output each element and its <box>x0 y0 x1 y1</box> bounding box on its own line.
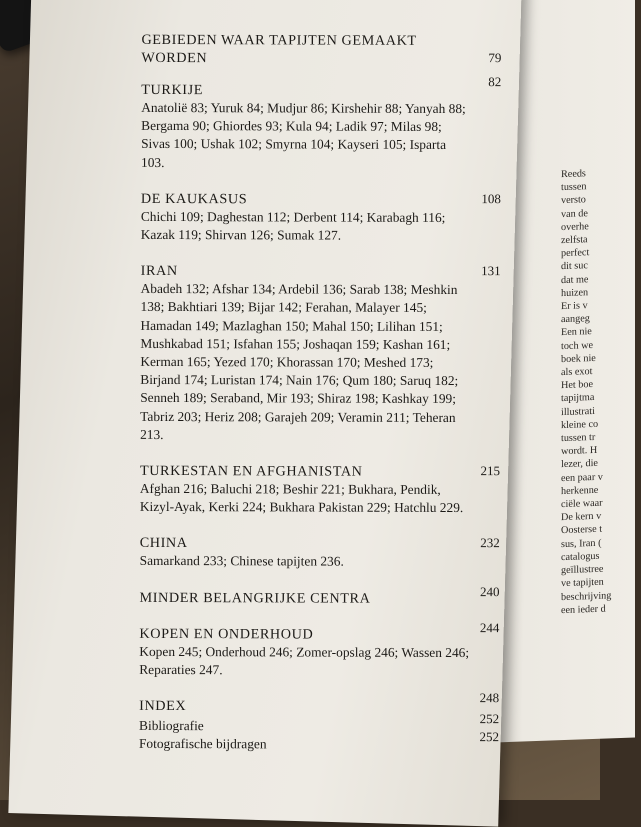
toc-title: KOPEN EN ONDERHOUD <box>139 625 314 643</box>
toc-page: 252 <box>479 711 500 727</box>
toc-text: Samarkand 233; Chinese tapijten 236. <box>139 553 344 570</box>
right-page-line: een paar v <box>561 471 603 484</box>
right-page-line: tussen <box>561 181 587 194</box>
toc-page: 215 <box>480 463 500 479</box>
right-page-line: dat me <box>561 273 589 286</box>
toc-label: Bibliografie <box>139 717 204 734</box>
right-page-line: Er is v <box>561 300 588 313</box>
toc-title: MINDER BELANGRIJKE CENTRA <box>139 589 371 607</box>
right-page-line: tussen tr <box>561 432 596 445</box>
right-page-line: als exot <box>561 366 593 379</box>
right-page-line: huizen <box>561 287 589 299</box>
toc-title: TURKESTAN EN AFGHANISTAN <box>139 462 363 480</box>
right-page-line: boek nie <box>561 352 596 365</box>
toc-title: INDEX <box>139 697 187 715</box>
right-page-line: illustrati <box>561 405 595 418</box>
right-page-line: kleine co <box>561 418 599 431</box>
toc-entry-turkestan <box>140 462 500 518</box>
right-page-line: De kern v <box>561 511 602 524</box>
toc-page: 248 <box>479 690 500 706</box>
right-page-line: lezer, die <box>561 458 598 471</box>
toc-title: DE KAUKASUS <box>140 190 248 208</box>
toc-title: TURKIJE <box>141 81 204 99</box>
toc-text: Afghan 216; Baluchi 218; Beshir 221; Bukhara, Pendik, Kizyl-Ayak, Kerki 224; Bukhara Pakistan 229; Hatchlu 229. <box>139 480 464 516</box>
right-page-line: een ieder d <box>561 603 606 616</box>
toc-entry-kopen <box>139 619 500 681</box>
left-page <box>8 0 521 827</box>
toc-entry-turkije <box>141 74 502 173</box>
toc-text: Kopen 245; Onderhoud 246; Zomer-opslag 246; Wassen 246; Reparaties 247. <box>139 643 470 678</box>
toc-title: CHINA <box>139 535 188 552</box>
right-page-line: geïllustree <box>561 563 604 577</box>
toc-page: 108 <box>481 190 501 206</box>
toc-entry-index <box>139 690 500 716</box>
toc-page: 79 <box>488 50 502 66</box>
toc-entry-kaukasus <box>141 190 501 246</box>
right-page-line: catalogus <box>561 550 600 564</box>
toc-title: IRAN <box>140 263 178 280</box>
toc-text: Chichi 109; Daghestan 112; Derbent 114; Karabagh 116; Kazak 119; Shirvan 126; Sumak 127. <box>140 208 446 243</box>
right-page-line: sus, Iran ( <box>561 537 602 550</box>
right-page-line: overhe <box>561 220 589 233</box>
toc-page: 82 <box>488 74 502 90</box>
table-of-contents <box>139 31 502 754</box>
right-page-line: van de <box>561 207 588 220</box>
toc-page: 252 <box>479 729 500 745</box>
toc-entry-china <box>140 534 500 571</box>
toc-entry-foto <box>138 729 500 754</box>
right-page-line: aangeg <box>561 313 590 326</box>
right-page-line: toch we <box>561 339 593 352</box>
right-page-line: wordt. H <box>561 445 598 458</box>
right-page-line: zelfsta <box>561 234 588 247</box>
toc-entry-minder <box>139 583 500 608</box>
toc-page: 244 <box>479 619 500 635</box>
right-page-line: herkenne <box>561 484 599 498</box>
toc-title: GEBIEDEN WAAR TAPIJTEN GEMAAKT WORDEN <box>141 31 417 67</box>
right-page-line: tapijtma <box>561 392 595 405</box>
right-page-line: ciële waar <box>561 497 603 511</box>
toc-page: 131 <box>481 263 501 279</box>
right-page-line: Reeds <box>561 168 586 181</box>
toc-label: Fotografische bijdragen <box>138 735 267 752</box>
right-page-line: perfect <box>561 247 590 260</box>
right-page-line: Een nie <box>561 326 592 339</box>
right-page-line: ve tapijten <box>561 576 604 590</box>
right-page-line: Oosterse t <box>561 524 603 537</box>
right-page-text <box>561 165 641 617</box>
toc-entry-gebieden <box>141 31 501 68</box>
toc-text: Anatolië 83; Yuruk 84; Mudjur 86; Kirshehir 88; Yanyah 88; Bergama 90; Ghiordes 93; Kula 94; Ladik 97; Milas 98; Sivas 100; Ushak 102; Smyrna 104; Kayseri 105; Isparta 103. <box>141 99 466 170</box>
toc-page: 240 <box>480 583 500 599</box>
right-page-line: dit suc <box>561 260 588 273</box>
right-page-line: versto <box>561 194 586 207</box>
toc-entry-iran <box>140 262 501 445</box>
toc-text: Abadeh 132; Afshar 134; Ardebil 136; Sarab 138; Meshkin 138; Bakhtiari 139; Bijar 142; Ferahan, Malayer 145; Hamadan 149; Mazlaghan 150; Mahal 150; Lilihan 151; Mushkabad 151; Isfahan 155; Joshaqan 159; Kashan 161; Kerman 165; Yezed 170; Khorassan 170; Meshed 173; Birjand 174; Luristan 174; Nain 176; Qum 180; Saruq 182; Senneh 189; Seraband, Mir 193; Shiraz 198; Kashkay 199; Tabriz 203; Heriz 208; Garajeh 209; Veramin 211; Teheran 213. <box>140 281 459 442</box>
toc-entry-bibliografie <box>139 711 500 736</box>
right-page-line: Het boe <box>561 379 593 392</box>
right-page-line: beschrijving <box>561 589 612 603</box>
toc-page: 232 <box>480 535 500 551</box>
